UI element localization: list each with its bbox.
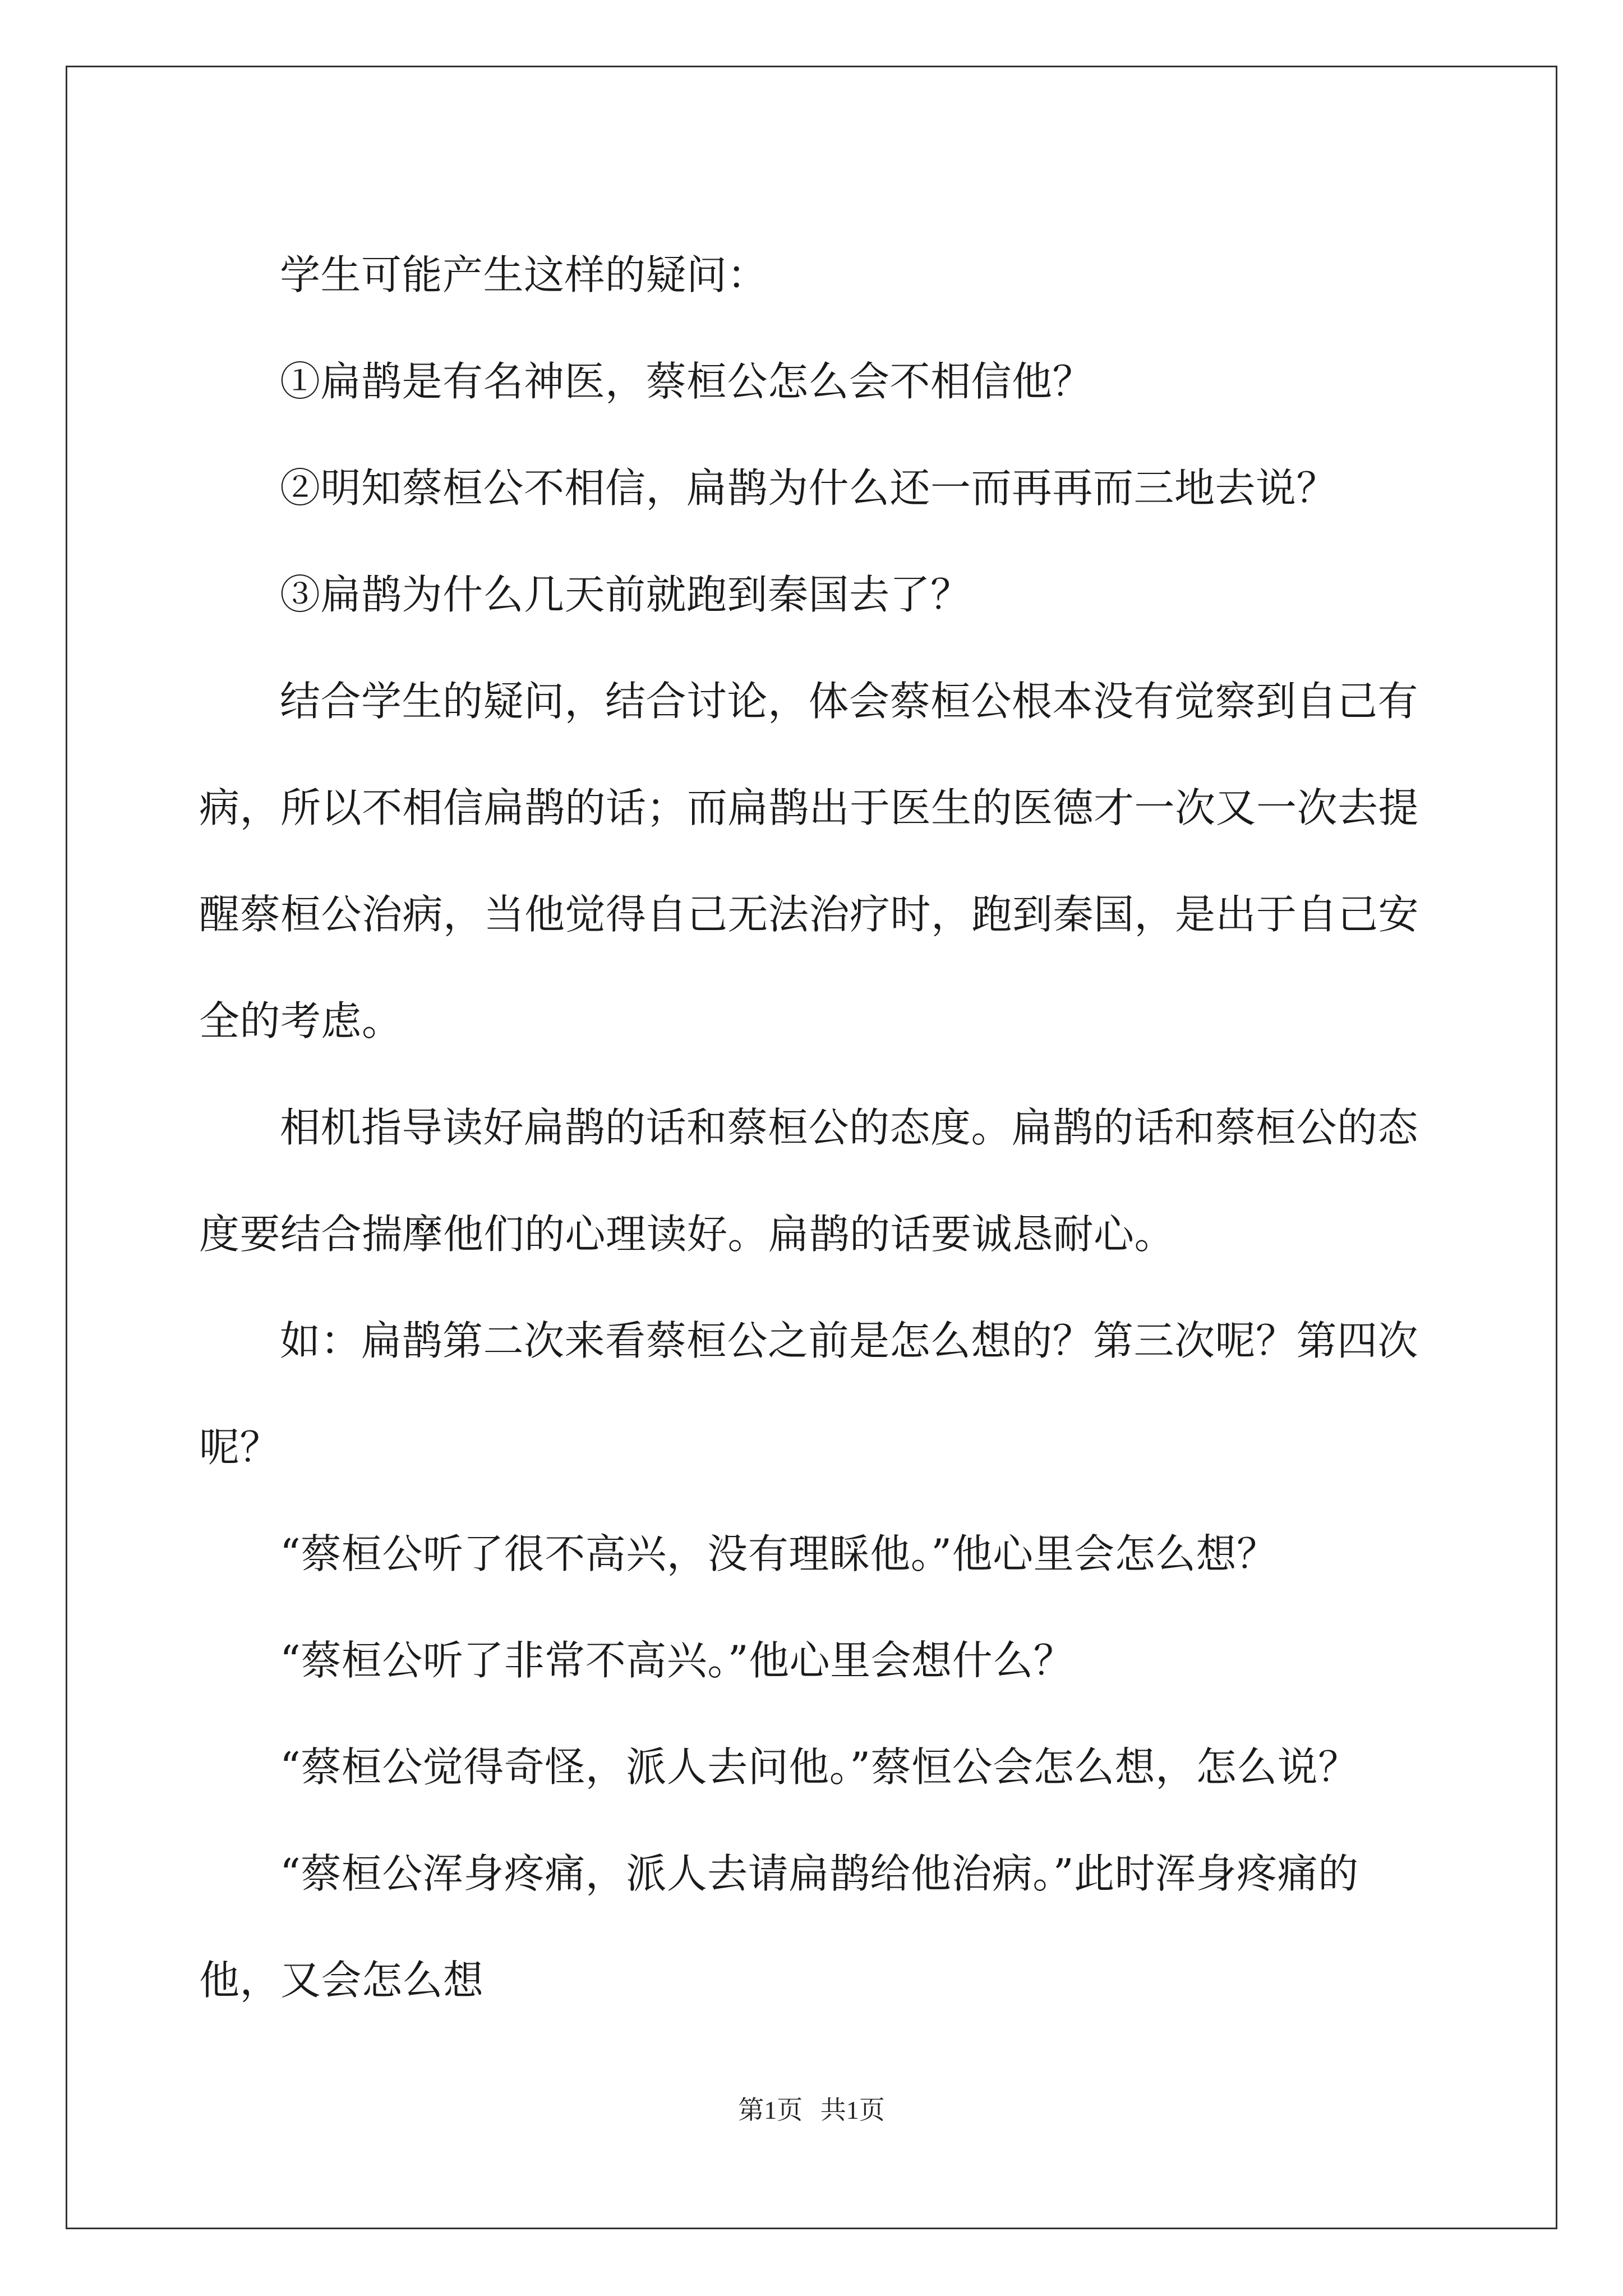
paragraph-reading-guide: 相机指导读好扁鹊的话和蔡桓公的态度。扁鹊的话和蔡桓公的态度要结合揣摩他们的心理读好。扁鹊的话要诚恳耐心。 xyxy=(199,1104,1419,1258)
paragraph-question-1: ①扁鹊是有名神医，蔡桓公怎么会不相信他？ xyxy=(280,358,1094,405)
paragraph-quote-3: “蔡桓公觉得奇怪，派人去问他。”蔡恒公会怎么想，怎么说？ xyxy=(280,1743,1359,1791)
paragraph-quote-1: “蔡桓公听了很不高兴，没有理睬他。”他心里会怎么想？ xyxy=(280,1530,1278,1577)
paragraph-example: 如：扁鹊第二次来看蔡桓公之前是怎么想的？第三次呢？第四次呢？ xyxy=(199,1317,1419,1471)
page-number: 第1页 xyxy=(738,2096,803,2124)
paragraph-discussion: 结合学生的疑问，结合讨论，体会蔡桓公根本没有觉察到自己有病，所以不相信扁鹊的话；而扁鹊出于医生的医德才一次又一次去提醒蔡桓公治病，当他觉得自己无法治疗时，跑到秦国，是出于自己安全的考虑。 xyxy=(199,678,1419,1045)
page-footer xyxy=(0,2090,1623,2127)
paragraph-question-3: ③扁鹊为什么几天前就跑到秦国去了？ xyxy=(280,571,971,618)
paragraph-quote-4: “蔡桓公浑身疼痛，派人去请扁鹊给他治病。”此时浑身疼痛的他，又会怎么想 xyxy=(199,1850,1359,2004)
page-total: 共1页 xyxy=(820,2096,885,2124)
paragraph-intro: 学生可能产生这样的疑问： xyxy=(280,251,768,298)
paragraph-question-2: ②明知蔡桓公不相信，扁鹊为什么还一而再再而三地去说？ xyxy=(280,464,1338,512)
paragraph-quote-2: “蔡桓公听了非常不高兴。”他心里会想什么？ xyxy=(280,1637,1075,1684)
document-body xyxy=(199,222,1427,2033)
